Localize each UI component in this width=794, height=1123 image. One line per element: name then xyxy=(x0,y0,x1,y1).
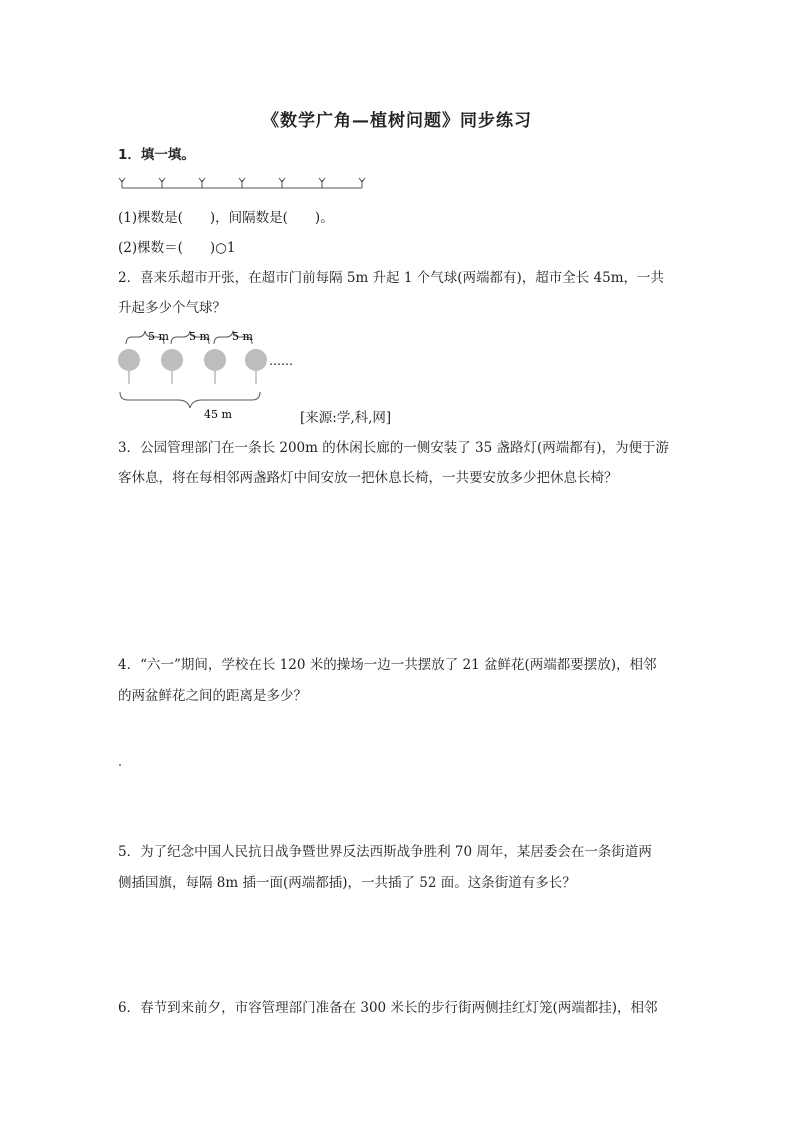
q1-line1: (1)棵数是( )，间隔数是( )。 xyxy=(118,210,334,226)
q3-line1: 3．公园管理部门在一条长 200m 的休闲长廊的一侧安装了 35 盏路灯(两端都有)，为便于游 xyxy=(118,440,670,456)
tree-icon xyxy=(279,178,285,188)
segment-label: 5 m xyxy=(148,330,169,343)
balloon-icon xyxy=(118,349,140,384)
tree-icon xyxy=(359,178,365,188)
q5-line1: 5．为了纪念中国人民抗日战争暨世界反法西斯战争胜利 70 周年，某居委会在一条街道两 xyxy=(118,844,652,860)
balloon-diagram xyxy=(112,326,312,422)
balloon-ellipsis: …… xyxy=(269,354,293,368)
total-length-label: 45 m xyxy=(204,408,232,421)
tree-icon xyxy=(199,178,205,188)
tree-icon xyxy=(319,178,325,188)
q2-line1: 2．喜来乐超市开张，在超市门前每隔 5m 升起 1 个气球(两端都有)，超市全长 45m，一共 xyxy=(118,270,665,286)
page-title: 《数学广角—植树问题》同步练习 xyxy=(262,111,532,131)
tree-icon xyxy=(119,178,125,188)
segment-label: 5 m xyxy=(232,330,253,343)
q1-line2: (2)棵数＝( )○1 xyxy=(118,240,236,256)
balloon-icon xyxy=(204,349,226,384)
source-note: [来源:学,科,网] xyxy=(300,410,392,426)
q3-line2: 客休息，将在每相邻两盏路灯中间安放一把休息长椅，一共要安放多少把休息长椅？ xyxy=(118,470,618,486)
q5-line2: 侧插国旗，每隔 8m 插一面(两端都插)，一共插了 52 面。这条街道有多长？ xyxy=(118,875,576,891)
q4-line1: 4．“六一”期间，学校在长 120 米的操场一边一共摆放了 21 盆鲜花(两端都要摆放)，相邻 xyxy=(118,657,657,673)
stray-mark xyxy=(119,764,121,766)
tree-icon xyxy=(239,178,245,188)
balloon-icon xyxy=(161,349,183,384)
q6-line1: 6．春节到来前夕，市容管理部门准备在 300 米长的步行街两侧挂红灯笼(两端都挂)，相邻 xyxy=(118,1000,658,1016)
tree-icon xyxy=(159,178,165,188)
balloon-icon xyxy=(245,349,267,384)
q2-line2: 升起多少个气球？ xyxy=(118,300,226,316)
q4-line2: 的两盆鲜花之间的距离是多少？ xyxy=(118,688,307,704)
tree-row-diagram xyxy=(118,176,368,196)
q1-heading: 1．填一填。 xyxy=(118,147,195,163)
segment-label: 5 m xyxy=(189,330,210,343)
